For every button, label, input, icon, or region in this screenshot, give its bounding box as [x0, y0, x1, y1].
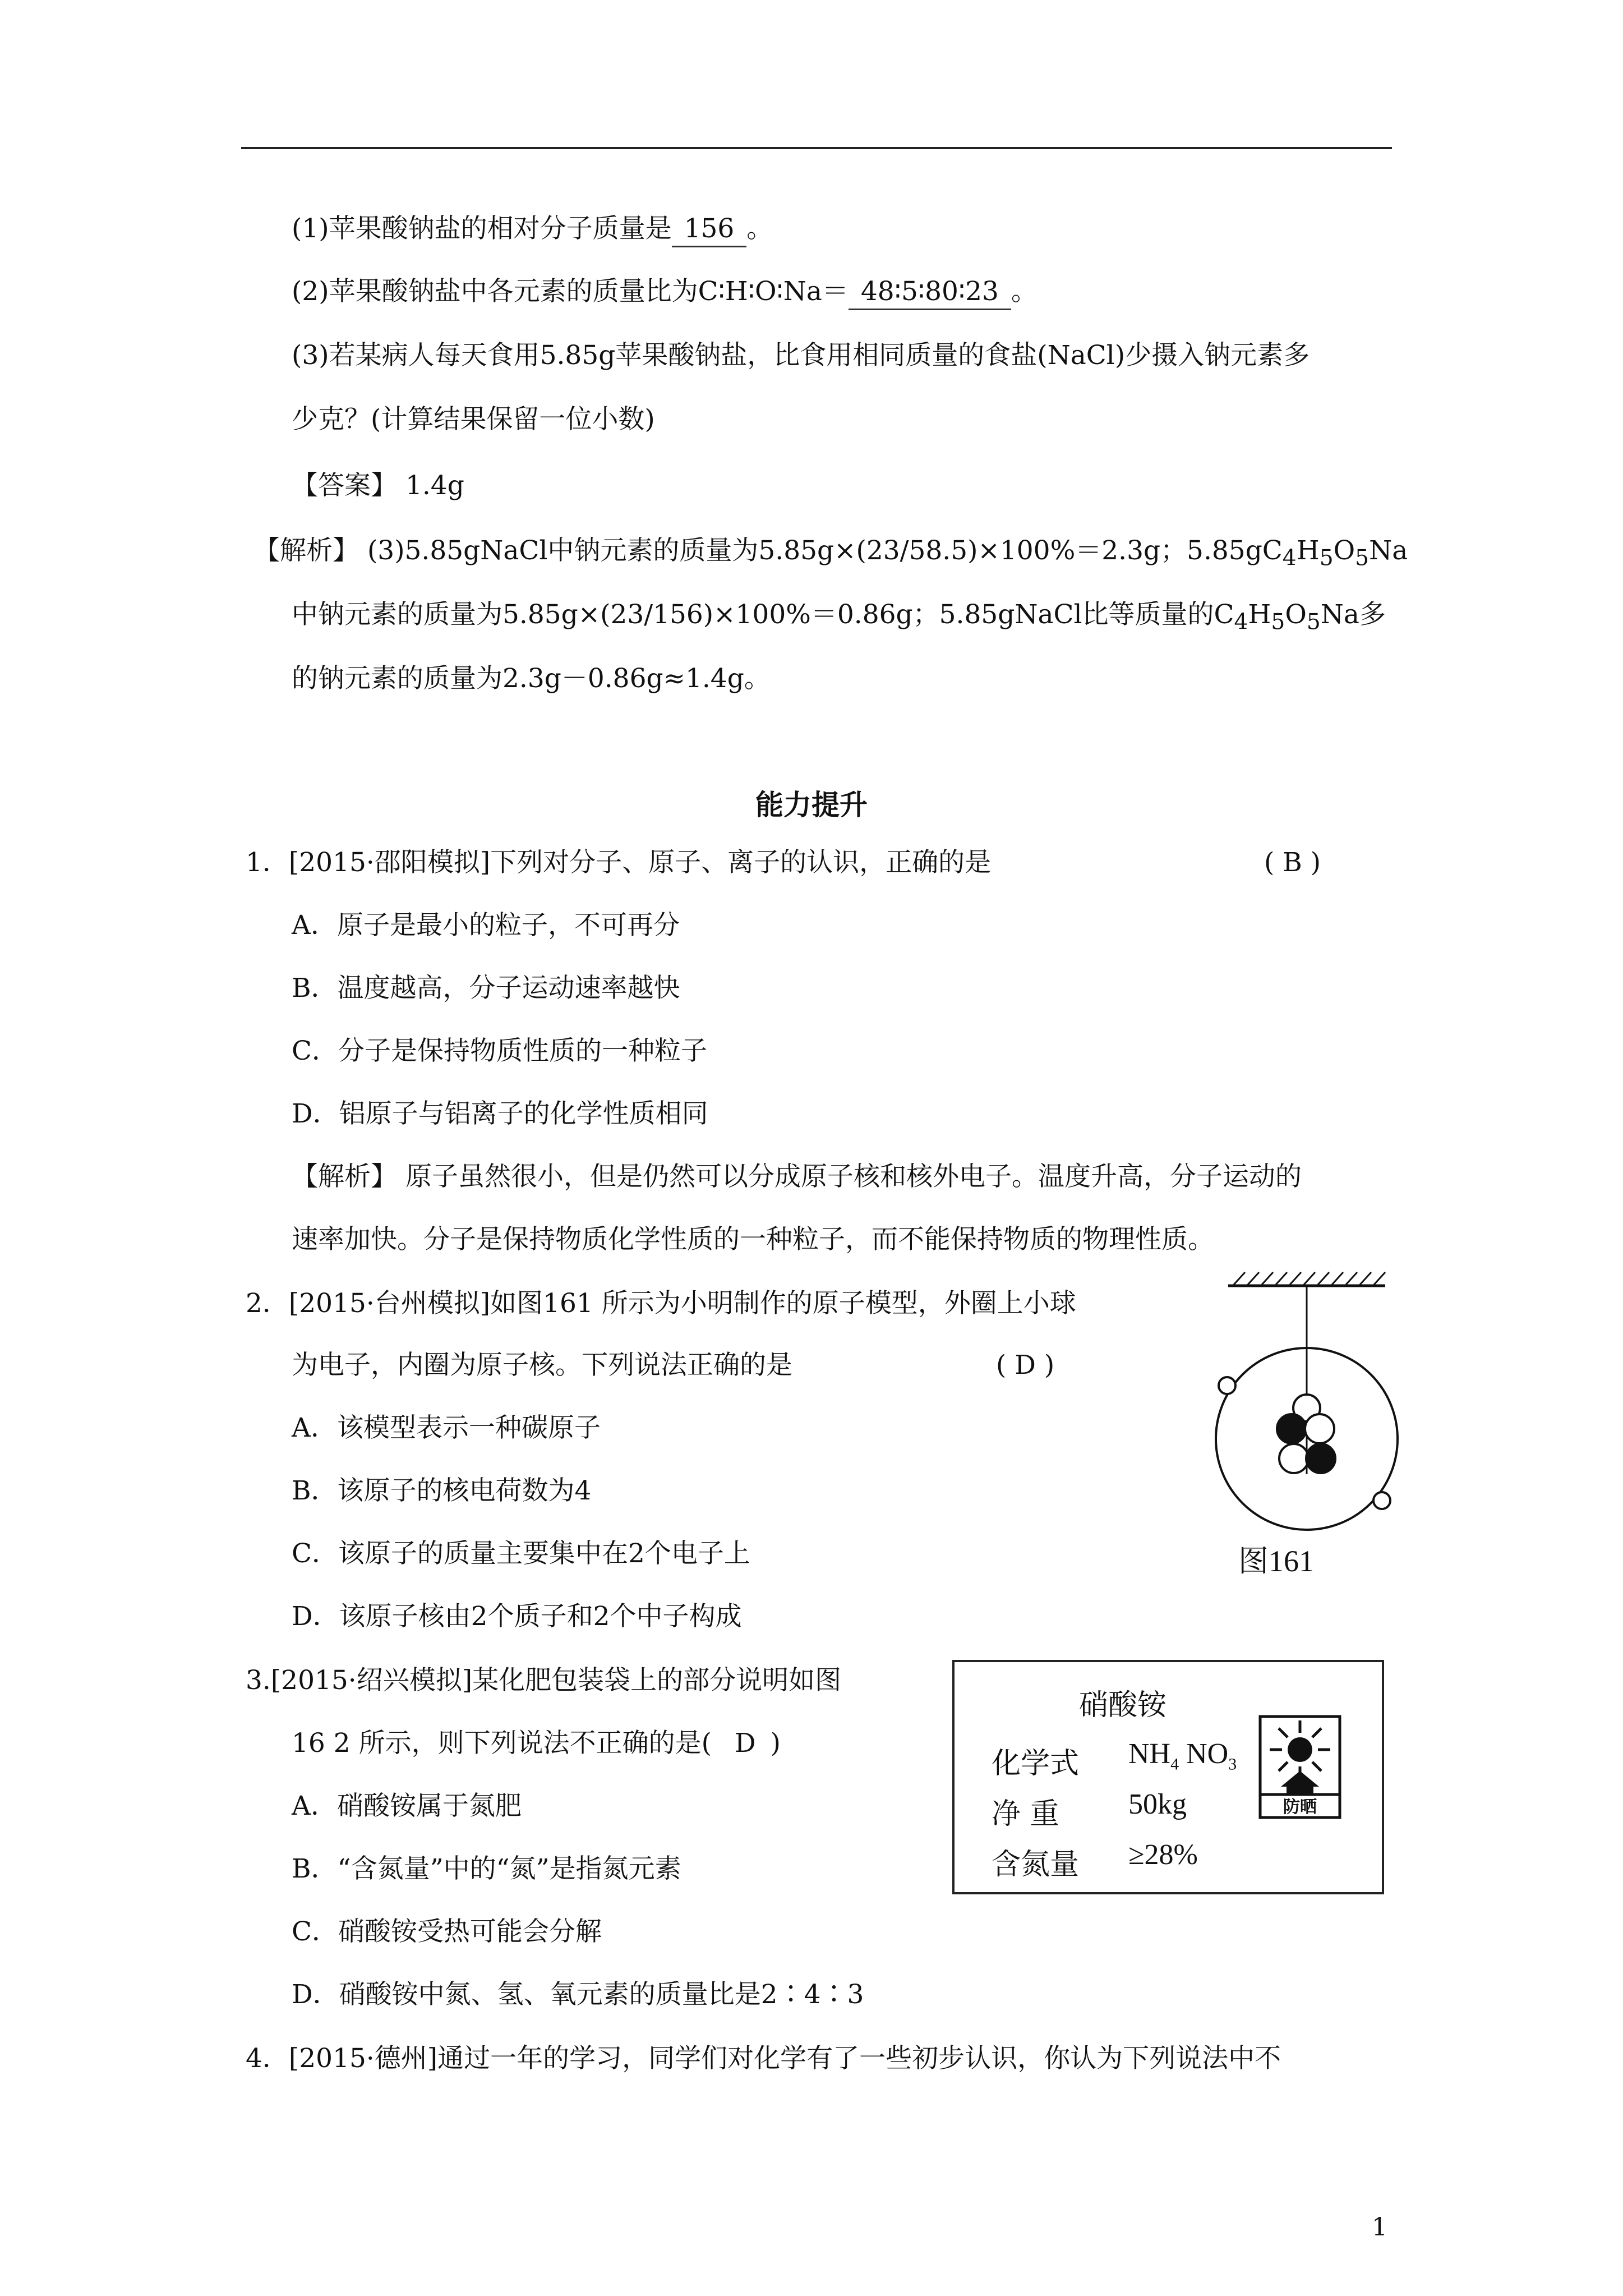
q-prev-part-1-end: 。 — [746, 213, 773, 244]
formula-element: H — [1296, 535, 1320, 566]
formula-tail: Na — [1369, 535, 1408, 566]
q1-option-d: D．铝原子与铝离子的化学性质相同 — [292, 1098, 708, 1129]
q-prev-part-2-blank: 48∶5∶80∶23 — [849, 275, 1011, 310]
q1-option-a: A．原子是最小的粒子，不可再分 — [292, 910, 680, 941]
q3-stem-end: ) — [770, 1728, 781, 1759]
formula-element: O — [1285, 599, 1307, 630]
q2-stem-line-2: 为电子，内圈为原子核。下列说法正确的是 — [292, 1350, 792, 1381]
nucleus-particle-white — [1305, 1414, 1334, 1443]
q-prev-part-1 — [292, 212, 773, 247]
q-prev-analysis-line-3: 的钠元素的质量为2.3g－0.86g≈1.4g。 — [292, 663, 771, 694]
electron-ball — [1219, 1377, 1235, 1394]
formula-sub: 5 — [1306, 609, 1321, 635]
formula-sub: 5 — [1319, 545, 1334, 571]
q1-stem: 1．[2015·邵阳模拟]下列对分子、原子、离子的认识，正确的是 — [246, 847, 992, 878]
analysis-label: 【解析】 — [253, 535, 359, 566]
q1-answer: ( B ) — [1264, 847, 1321, 878]
q2-answer: ( D ) — [996, 1350, 1055, 1381]
q2-option-a: A．该模型表示一种碳原子 — [292, 1412, 601, 1443]
q3-stem-line-2 — [292, 1727, 781, 1760]
figure-161-caption: 图161 — [1238, 1544, 1314, 1578]
q1-analysis-line-2: 速率加快。分子是保持物质化学性质的一种粒子，而不能保持物质的物理性质。 — [292, 1224, 1214, 1255]
nucleus-particle-black — [1306, 1444, 1335, 1473]
q-prev-part-3-line-1: (3)若某病人每天食用5.85g苹果酸钠盐，比食用相同质量的食盐(NaCl)少摄入钠元素多 — [292, 340, 1310, 371]
q2-option-d: D．该原子核由2个质子和2个中子构成 — [292, 1601, 742, 1632]
formula-sub: 3 — [1228, 1755, 1237, 1774]
label-weight-key: 净 重 — [992, 1797, 1059, 1831]
formula-part: NO — [1186, 1738, 1229, 1770]
formula-sub: 4 — [1170, 1755, 1179, 1774]
formula-element: H — [1248, 599, 1271, 630]
page-number: 1 — [1372, 2213, 1387, 2242]
q1-analysis-line-1 — [292, 1160, 1302, 1194]
section-heading: 能力提升 — [755, 788, 868, 821]
q3-option-a: A．硝酸铵属于氮肥 — [292, 1791, 522, 1821]
nucleus-particle-black — [1277, 1414, 1306, 1443]
formula-part: NH — [1128, 1738, 1171, 1770]
keep-out-of-sun-icon — [1258, 1715, 1341, 1819]
answer-label: 【答案】 — [292, 470, 397, 501]
q3-answer: D — [734, 1728, 756, 1759]
q3-stem-text: 16 2 所示，则下列说法不正确的是( — [292, 1728, 712, 1759]
formula-element: O — [1333, 535, 1355, 566]
q-prev-part-1-text: (1)苹果酸钠盐的相对分子质量是 — [292, 213, 672, 244]
answer-value: 1.4g — [405, 470, 464, 501]
formula-sub: 4 — [1234, 609, 1248, 635]
ceiling-hatch — [1228, 1272, 1385, 1286]
label-nitrogen-key: 含氮量 — [992, 1848, 1080, 1881]
q-prev-answer — [292, 469, 464, 503]
formula-sub: 4 — [1282, 545, 1297, 571]
q3-stem-line-1: 3.[2015·绍兴模拟]某化肥包装袋上的部分说明如图 — [246, 1665, 842, 1696]
q-prev-part-1-blank: 156 — [672, 212, 747, 247]
q-prev-part-2-text: (2)苹果酸钠盐中各元素的质量比为C∶H∶O∶Na＝ — [292, 276, 849, 307]
header-rule — [241, 147, 1392, 149]
q1-option-c: C．分子是保持物质性质的一种粒子 — [292, 1036, 707, 1066]
label-formula-value — [1128, 1737, 1237, 1774]
q-prev-part-2 — [292, 275, 1038, 310]
q2-option-c: C．该原子的质量主要集中在2个电子上 — [292, 1538, 750, 1569]
label-formula-key: 化学式 — [992, 1747, 1080, 1780]
formula-sub: 5 — [1271, 609, 1285, 635]
label-weight-value: 50kg — [1128, 1788, 1187, 1820]
atom-model-figure — [1200, 1262, 1413, 1576]
q3-option-b: B．“含氮量”中的“氮”是指氮元素 — [292, 1853, 681, 1884]
analysis-label: 【解析】 — [292, 1161, 397, 1192]
q3-option-c: C．硝酸铵受热可能会分解 — [292, 1916, 602, 1947]
fertilizer-label-figure — [952, 1660, 1384, 1894]
q3-option-d: D．硝酸铵中氮、氢、氧元素的质量比是2∶4∶3 — [292, 1979, 864, 2010]
q-prev-part-2-end: 。 — [1011, 276, 1038, 307]
q4-stem: 4．[2015·德州]通过一年的学习，同学们对化学有了一些初步认识，你认为下列说法中不 — [246, 2043, 1281, 2074]
nucleus-particle-white — [1279, 1444, 1308, 1473]
q1-option-b: B．温度越高，分子运动速率越快 — [292, 973, 680, 1004]
q-prev-analysis-line-2 — [292, 598, 1386, 639]
electron-ball — [1373, 1492, 1390, 1509]
analysis-line-2-text: 中钠元素的质量为5.85g×(23/156)×100%＝0.86g；5.85gNaCl比等质量的C — [292, 599, 1234, 630]
q-prev-part-3-line-2: 少克？(计算结果保留一位小数) — [292, 404, 655, 435]
label-title: 硝酸铵 — [1078, 1688, 1166, 1722]
sun-icon-text: 防晒 — [1283, 1797, 1317, 1817]
formula-tail: Na多 — [1320, 599, 1386, 630]
q-prev-analysis-line-1 — [253, 534, 1408, 575]
label-nitrogen-value: ≥28% — [1128, 1839, 1198, 1871]
analysis-line-1-text: (3)5.85gNaCl中钠元素的质量为5.85g×(23/58.5)×100%＝2.3g；5.85gC — [367, 535, 1283, 566]
q2-option-b: B．该原子的核电荷数为4 — [292, 1475, 592, 1506]
q2-stem-line-1: 2．[2015·台州模拟]如图161 所示为小明制作的原子模型，外圈上小球 — [246, 1288, 1076, 1319]
formula-sub: 5 — [1355, 545, 1370, 571]
q1-analysis-text: 原子虽然很小，但是仍然可以分成原子核和核外电子。温度升高，分子运动的 — [405, 1161, 1302, 1192]
